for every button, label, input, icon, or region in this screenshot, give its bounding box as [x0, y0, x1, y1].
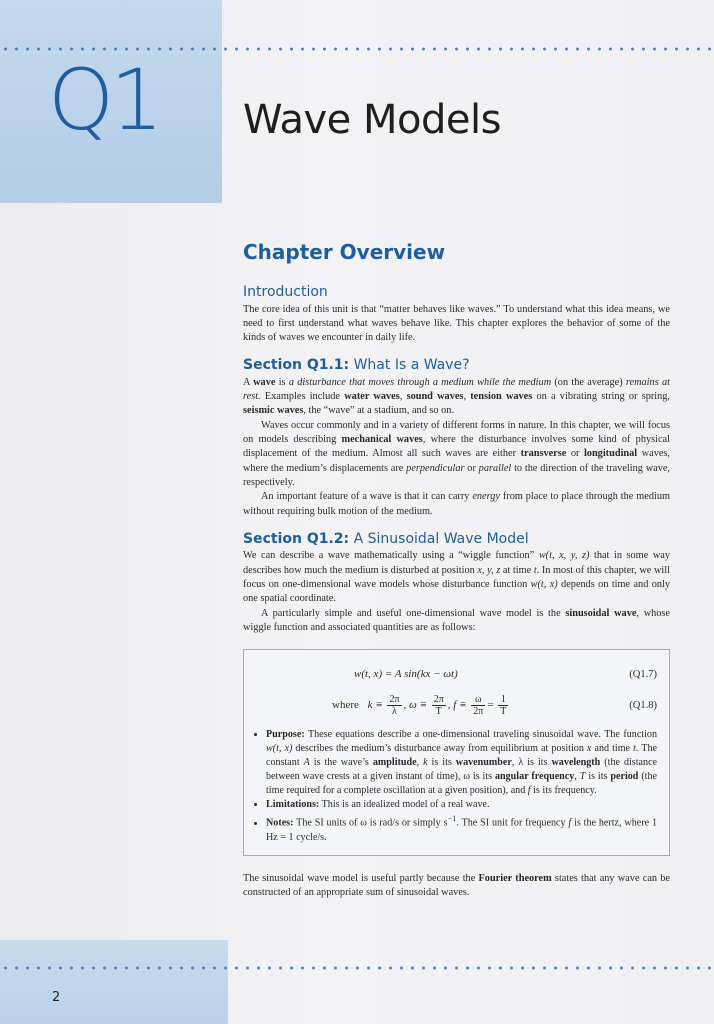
- section-q1-1-heading: [243, 357, 670, 375]
- section-title: A Sinusoidal Wave Model: [353, 530, 529, 547]
- fraction: $\frac{2\pi}{T}$: [433, 693, 444, 717]
- introduction-text: The core idea of this unit is that “matter behaves like waves.” To understand what this idea means, we need to first understand what waves behave like. This chapter explores the behavior of some of the kinds of waves we encounter in daily life.: [243, 303, 670, 344]
- chapter-number: Q1: [48, 51, 160, 149]
- fraction: $\frac{\omega}{2\pi}$: [473, 693, 484, 717]
- equation-text: w(t, x) = A sin(kx − ωt): [354, 668, 458, 681]
- fraction: $\frac{1}{T}$: [500, 693, 507, 717]
- list-item-purpose: • Purpose: These equations describe a one-dimensional traveling sinusoidal wave. The function w(t, x) describes the medium’s disturbance away from equilibrium at position x and time t. The constant A is the wave’s amplitude, k is its wavenumber, λ is its wavelength (the distance between wave crests at a given instant of time), ω is its angular frequency, T is its period (the time required for a complete oscillation at a given position), and f is its frequency.: [266, 728, 657, 798]
- equation-q1-8: [254, 688, 657, 722]
- omega-def: , ω ≡: [403, 698, 427, 711]
- introduction-section: [243, 284, 670, 345]
- section-title: What Is a Wave?: [353, 357, 470, 374]
- section-q1-1-paragraph-1: A wave is a disturbance that moves through a medium while the medium (on the average) remains at rest. Examples include water waves, sound waves, tension waves on a vibrating string or spring, seismic waves, the “wave” at a stadium, and so on.: [243, 376, 671, 417]
- section-q1-1-paragraph-3: An important feature of a wave is that it can carry energy from place to place through the medium without requiring bulk motion of the medium.: [243, 491, 670, 517]
- model-box: [243, 649, 670, 855]
- main-content: [243, 240, 670, 912]
- k-def: k ≡: [367, 698, 383, 711]
- section-q1-2-paragraph-2: A particularly simple and useful one-dimensional wave model is the sinusoidal wave, whose wiggle function and associated quantities are as follows:: [243, 607, 671, 633]
- closing-paragraph: The sinusoidal wave model is useful partly because the Fourier theorem states that any wave can be constructed of an appropriate sum of sinusoidal waves.: [243, 872, 670, 898]
- f-def: , f ≡: [447, 698, 467, 711]
- bottom-dotted-rule: [0, 966, 714, 970]
- fraction: $\frac{2\pi}{\lambda}$: [389, 693, 400, 717]
- chapter-overview-heading: Chapter Overview: [243, 240, 446, 264]
- equation-number: (Q1.8): [629, 699, 657, 711]
- section-label: Section Q1.1:: [243, 357, 350, 374]
- section-q1-2: [243, 531, 670, 900]
- section-q1-1-paragraph-2: Waves occur commonly and in a variety of different forms in nature. In this chapter, we will focus on models describing mechanical waves, where the disturbance involves some kind of physical displacement of the medium. Almost all such waves are either transverse or longitudinal waves, where the medium’s displacements are perpendicular or parallel to the direction of the traveling wave, respectively.: [243, 419, 671, 488]
- model-notes-list: [254, 728, 657, 844]
- section-label: Section Q1.2:: [243, 530, 350, 547]
- chapter-title: Wave Models: [243, 97, 501, 143]
- section-q1-1: [243, 357, 670, 518]
- section-q1-2-paragraph-1: We can describe a wave mathematically using a “wiggle function” w(t, x, y, z) that in some way describes how much the medium is disturbed at position x, y, z at time t. In most of this chapter, we will focus on one-dimensional wave models whose disturbance function w(t, x) depends on time and only one spatial coordinate.: [243, 550, 670, 605]
- footer-color-band: [0, 940, 228, 1024]
- equation-where-line: where k ≡ $\frac{2\pi}{\lambda}$ , ω ≡ $\frac{2\pi}{T}$ , f ≡ $\frac{\omega}{2\pi}$ = $\frac{1}{T}$: [332, 693, 507, 717]
- list-item-limitations: • Limitations: This is an idealized model of a real wave.: [266, 798, 657, 812]
- equation-q1-7: [254, 660, 657, 688]
- section-q1-2-heading: [243, 531, 670, 549]
- list-item-notes: • Notes: The SI units of ω is rad/s or simply $s^{-1}$. The SI unit for frequency f is the hertz, where 1 Hz = 1 cycle/s.: [266, 812, 657, 844]
- equation-number: (Q1.7): [629, 668, 657, 680]
- page-number: 2: [52, 990, 61, 1005]
- where-label: where: [332, 698, 359, 711]
- introduction-heading: Introduction: [243, 284, 328, 300]
